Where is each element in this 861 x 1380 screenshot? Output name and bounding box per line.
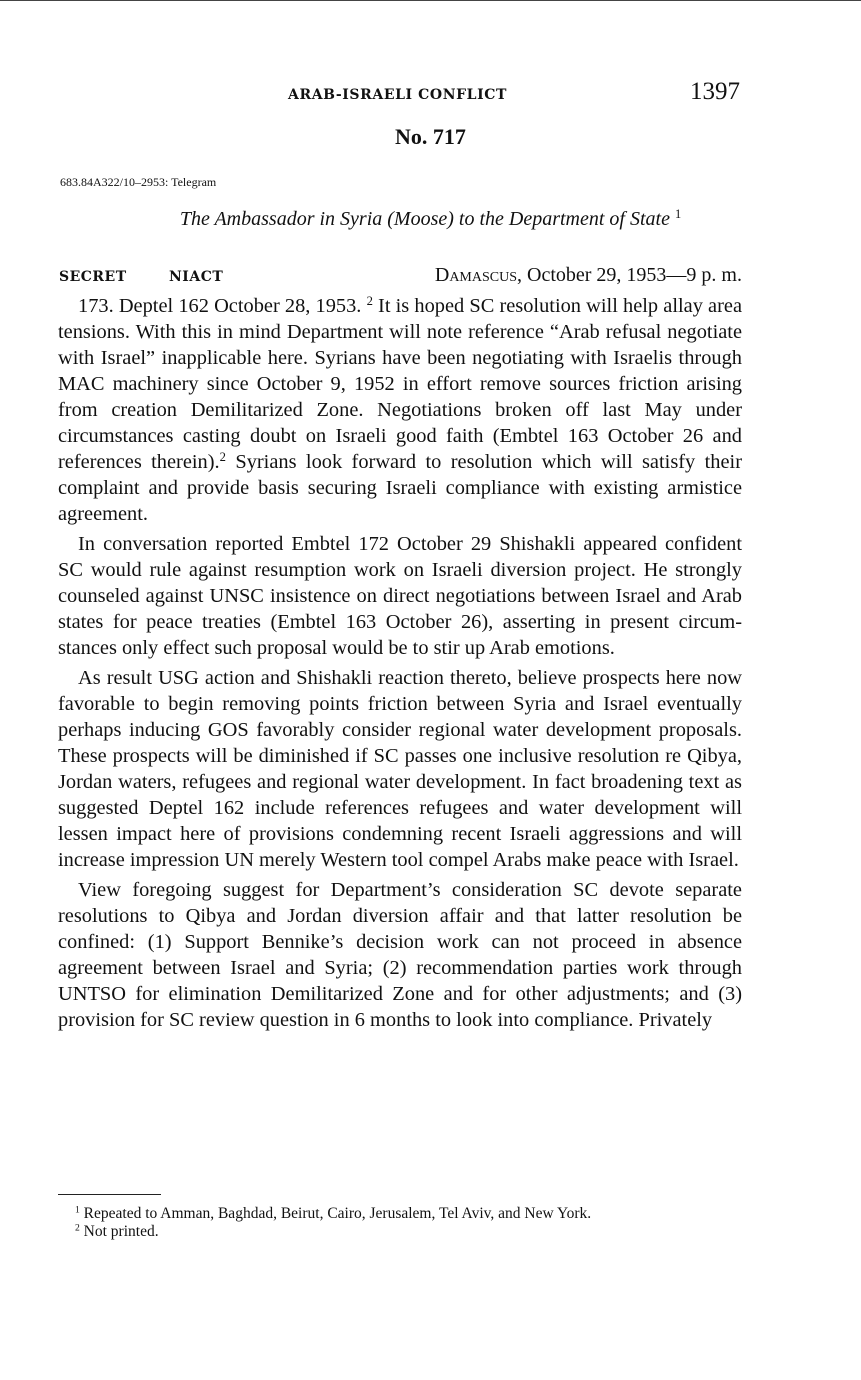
dateline	[59, 264, 742, 288]
footnote-2-text: Not printed.	[79, 1223, 159, 1240]
file-reference: 683.84A322/10–2953: Telegram	[60, 175, 217, 189]
footnote-ref-2: 2	[366, 294, 373, 309]
document-heading	[0, 208, 861, 231]
paragraph-1-part-b: It is hoped SC resolution will help allay area tensions. With this in mind Department will note reference “Arab refusal negotiate with Israel” inapplicable here. Syrians have been negotiating with Israelis through MAC machinery since October 9, 1952 in effort remove sources friction arising from creation Demilitarized Zone. Negotiations broken off last May under circumstances casting doubt on Israeli good faith (Embtel 163 October 26 and references therein).	[58, 295, 742, 473]
paragraph-1-part-a: 173. Deptel 162 October 28, 1953.	[78, 295, 367, 317]
paragraph-1	[58, 293, 742, 527]
document-number: No. 717	[395, 124, 466, 149]
telegram-body	[58, 293, 742, 1037]
place-date	[435, 264, 742, 287]
footnote-1-text: Repeated to Amman, Baghdad, Beirut, Cairo, Jerusalem, Tel Aviv, and New York.	[79, 1205, 592, 1222]
footnote-divider	[58, 1194, 161, 1195]
running-head-title: ARAB-ISRAELI CONFLICT	[288, 87, 507, 103]
footnote-2	[57, 1223, 741, 1240]
paragraph-4: View foregoing suggest for Department’s consideration SC devote separate resolutions to Qibya and Jordan diversion affair and that latter resolution be confined: (1) Support Bennike’s decision work can not proceed in absence agreement between Israel and Syria; (2) recommendation parties work through UNTSO for elimination Demilitarized Zone and for other adjustments; and (3) provision for SC review question in 6 months to look into compliance. Privately	[58, 879, 742, 1031]
precedence-label: NIACT	[169, 269, 224, 285]
document-heading-text: The Ambassador in Syria (Moose) to the Department of State	[179, 208, 670, 230]
footnote-1	[57, 1205, 741, 1222]
place-name: Damascus,	[434, 264, 523, 286]
date-time: October 29, 1953—9 p. m.	[527, 264, 742, 286]
running-head	[0, 78, 861, 108]
footnote-ref-1: 1	[674, 207, 682, 222]
page-number: 1397	[690, 78, 740, 105]
paragraph-1-part-c: Syrians look forward to resolution which will satisfy their complaint and provide basis securing Israeli compliance with existing armistice agreement.	[58, 451, 742, 525]
footnote-ref-2-second: 2	[219, 450, 226, 465]
footnote-2-mark: 2	[75, 1222, 80, 1234]
footnotes	[57, 1205, 741, 1241]
page-top-rule	[0, 0, 861, 1]
paragraph-3: As result USG action and Shishakli reaction thereto, believe prospects here now favorable to begin removing points friction between Syria and Israel eventually perhaps inducing GOS favorably consider regional water development proposals. These prospects will be diminished if SC passes one inclusive resolution re Qibya, Jordan waters, refugees and regional water development. In fact broadening text as suggested Deptel 162 include references refugees and water development will lessen impact here of provisions condemning recent Israeli aggressions and will increase impression UN merely Western tool compel Arabs make peace with Israel.	[58, 667, 742, 871]
paragraph-2: In conversation reported Embtel 172 October 29 Shishakli appeared confident SC would rule against resumption work on Israeli diversion project. He strongly counseled against UNSC insistence on direct negotiations between Israel and Arab states for peace treaties (Embtel 163 October 26), asserting in present circumstances only effect such proposal would be to stir up Arab emotions.	[58, 533, 742, 659]
footnote-1-mark: 1	[75, 1204, 80, 1216]
classification-label: SECRET	[59, 269, 127, 285]
